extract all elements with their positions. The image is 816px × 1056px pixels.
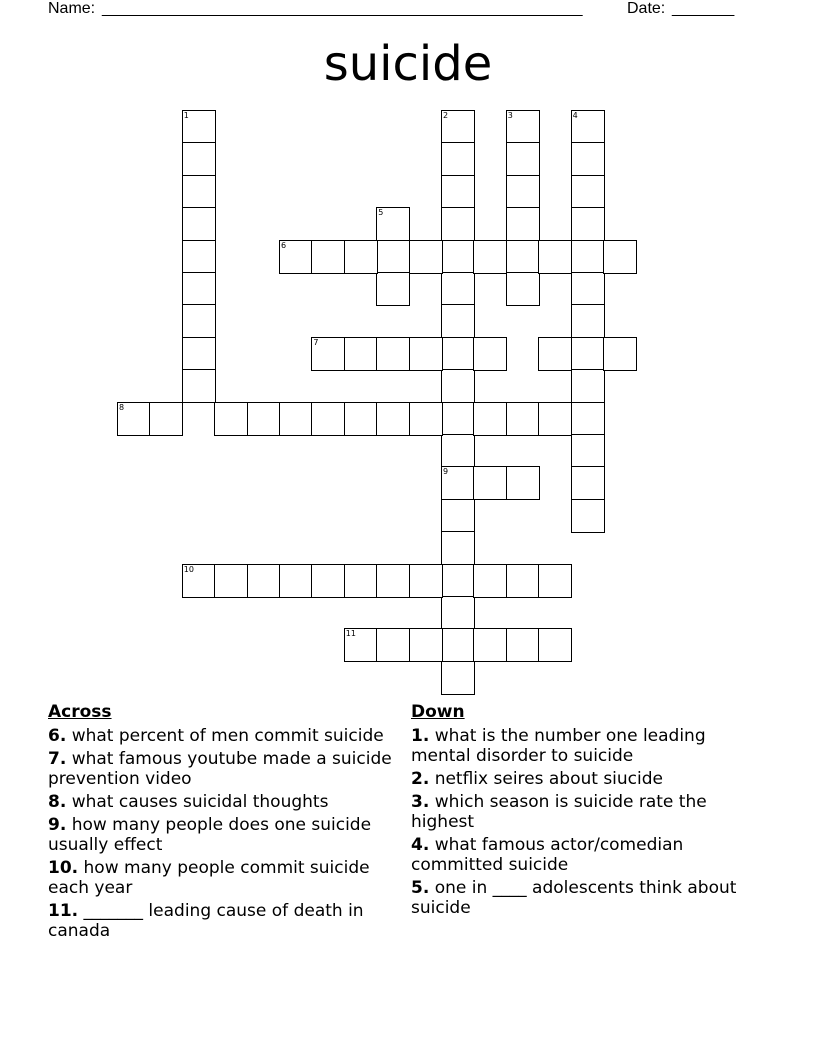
clue-text: what famous youtube made a suicide prevention video bbox=[48, 749, 392, 789]
grid-cell[interactable] bbox=[182, 304, 216, 338]
grid-cell[interactable] bbox=[571, 337, 605, 371]
grid-cell[interactable] bbox=[344, 564, 378, 598]
clue-number: 4 bbox=[572, 111, 578, 120]
grid-cell[interactable] bbox=[473, 402, 507, 436]
grid-cell[interactable] bbox=[182, 337, 216, 371]
grid-cell[interactable] bbox=[311, 240, 345, 274]
grid-cell[interactable] bbox=[538, 240, 572, 274]
grid-cell[interactable] bbox=[571, 499, 605, 533]
across-clue bbox=[48, 749, 398, 789]
down-clue bbox=[411, 792, 741, 832]
name-field[interactable]: ______________________________________________________ bbox=[102, 0, 583, 17]
grid-cell[interactable] bbox=[441, 531, 475, 565]
grid-cell[interactable] bbox=[344, 240, 378, 274]
grid-cell[interactable] bbox=[538, 564, 572, 598]
down-clue-list bbox=[411, 726, 741, 918]
grid-cell[interactable] bbox=[506, 142, 540, 176]
grid-cell[interactable] bbox=[441, 466, 475, 500]
grid-cell[interactable] bbox=[506, 175, 540, 209]
grid-cell[interactable] bbox=[506, 402, 540, 436]
clue-text: how many people commit suicide each year bbox=[48, 858, 370, 898]
grid-cell[interactable] bbox=[441, 304, 475, 338]
grid-cell[interactable] bbox=[409, 402, 443, 436]
grid-cell[interactable] bbox=[441, 628, 475, 662]
down-clue bbox=[411, 835, 741, 875]
clue-num: 11. bbox=[48, 901, 79, 921]
grid-cell[interactable] bbox=[441, 369, 475, 403]
across-clue bbox=[48, 901, 398, 941]
grid-cell[interactable] bbox=[571, 304, 605, 338]
clue-num: 4. bbox=[411, 835, 430, 855]
grid-cell[interactable] bbox=[441, 175, 475, 209]
clue-num: 10. bbox=[48, 858, 79, 878]
grid-cell[interactable] bbox=[571, 434, 605, 468]
grid-cell[interactable] bbox=[441, 596, 475, 630]
grid-cell[interactable] bbox=[506, 272, 540, 306]
across-clue bbox=[48, 726, 398, 746]
clue-text: netflix seires about siucide bbox=[434, 769, 663, 789]
clue-text: what is the number one leading mental disorder to suicide bbox=[411, 726, 706, 766]
clue-num: 9. bbox=[48, 815, 67, 835]
grid-cell[interactable] bbox=[311, 402, 345, 436]
grid-cell[interactable] bbox=[182, 142, 216, 176]
grid-cell[interactable] bbox=[441, 207, 475, 241]
grid-cell[interactable] bbox=[376, 240, 410, 274]
grid-cell[interactable] bbox=[571, 110, 605, 144]
grid-cell[interactable] bbox=[409, 628, 443, 662]
grid-cell[interactable] bbox=[247, 402, 281, 436]
grid-cell[interactable] bbox=[441, 499, 475, 533]
grid-cell[interactable] bbox=[441, 434, 475, 468]
clue-text: what famous actor/comedian committed suicide bbox=[411, 835, 684, 875]
grid-cell[interactable] bbox=[279, 564, 313, 598]
clue-text: what causes suicidal thoughts bbox=[71, 792, 329, 812]
grid-cell[interactable] bbox=[344, 628, 378, 662]
grid-cell[interactable] bbox=[603, 337, 637, 371]
clue-number: 11 bbox=[345, 629, 356, 639]
grid-cell[interactable] bbox=[182, 272, 216, 306]
grid-cell[interactable] bbox=[506, 628, 540, 662]
grid-cell[interactable] bbox=[538, 337, 572, 371]
across-heading: Across bbox=[48, 702, 112, 722]
grid-cell[interactable] bbox=[506, 207, 540, 241]
grid-cell[interactable] bbox=[473, 628, 507, 662]
grid-cell[interactable] bbox=[409, 240, 443, 274]
grid-cell[interactable] bbox=[344, 337, 378, 371]
grid-cell[interactable] bbox=[441, 661, 475, 695]
grid-cell[interactable] bbox=[279, 402, 313, 436]
grid-cell[interactable] bbox=[441, 564, 475, 598]
grid-cell[interactable] bbox=[506, 110, 540, 144]
grid-cell[interactable] bbox=[473, 466, 507, 500]
grid-cell[interactable] bbox=[571, 240, 605, 274]
grid-cell[interactable] bbox=[473, 240, 507, 274]
across-clue-list bbox=[48, 726, 398, 941]
grid-cell[interactable] bbox=[376, 272, 410, 306]
down-clue bbox=[411, 878, 741, 918]
down-heading: Down bbox=[411, 702, 465, 722]
grid-cell[interactable] bbox=[441, 402, 475, 436]
grid-cell[interactable] bbox=[376, 207, 410, 241]
grid-cell[interactable] bbox=[117, 402, 151, 436]
grid-cell[interactable] bbox=[376, 564, 410, 598]
across-clues bbox=[48, 702, 398, 944]
grid-cell[interactable] bbox=[214, 402, 248, 436]
grid-cell[interactable] bbox=[182, 175, 216, 209]
clue-number: 1 bbox=[183, 111, 189, 120]
grid-cell[interactable] bbox=[182, 564, 216, 598]
clue-text: how many people does one suicide usually effect bbox=[48, 815, 372, 855]
grid-cell[interactable] bbox=[571, 402, 605, 436]
clue-number: 7 bbox=[313, 337, 319, 347]
grid-cell[interactable] bbox=[571, 466, 605, 500]
clue-num: 5. bbox=[411, 878, 430, 898]
clue-text: _______ leading cause of death in canada bbox=[48, 901, 364, 941]
across-clue bbox=[48, 792, 398, 812]
grid-cell[interactable] bbox=[182, 207, 216, 241]
clue-number: 8 bbox=[119, 402, 125, 412]
grid-cell[interactable] bbox=[441, 272, 475, 306]
grid-cell[interactable] bbox=[182, 369, 216, 403]
clue-num: 2. bbox=[411, 769, 430, 789]
date-label: Date: bbox=[627, 0, 666, 17]
grid-cell[interactable] bbox=[441, 110, 475, 144]
clue-num: 7. bbox=[48, 749, 67, 769]
grid-cell[interactable] bbox=[311, 564, 345, 598]
across-clue bbox=[48, 815, 398, 855]
clue-text: one in ____ adolescents think about suicide bbox=[411, 878, 737, 918]
down-clue bbox=[411, 726, 741, 766]
grid-cell[interactable] bbox=[571, 369, 605, 403]
grid-cell[interactable] bbox=[538, 402, 572, 436]
grid-cell[interactable] bbox=[473, 337, 507, 371]
grid-cell[interactable] bbox=[376, 337, 410, 371]
clue-number: 10 bbox=[183, 564, 194, 574]
grid-cell[interactable] bbox=[506, 466, 540, 500]
grid-cell[interactable] bbox=[182, 110, 216, 144]
grid-cell[interactable] bbox=[441, 142, 475, 176]
grid-cell[interactable] bbox=[376, 402, 410, 436]
grid-cell[interactable] bbox=[571, 272, 605, 306]
down-clue bbox=[411, 769, 741, 789]
clue-num: 1. bbox=[411, 726, 430, 746]
grid-cell[interactable] bbox=[376, 628, 410, 662]
across-clue bbox=[48, 858, 398, 898]
grid-cell[interactable] bbox=[441, 240, 475, 274]
clue-number: 2 bbox=[443, 111, 449, 120]
grid-cell[interactable] bbox=[506, 564, 540, 598]
grid-cell[interactable] bbox=[247, 564, 281, 598]
clue-number: 9 bbox=[443, 467, 449, 477]
down-clues bbox=[411, 702, 741, 921]
grid-cell[interactable] bbox=[409, 564, 443, 598]
grid-cell[interactable] bbox=[279, 240, 313, 274]
clue-number: 3 bbox=[507, 111, 513, 120]
grid-cell[interactable] bbox=[571, 207, 605, 241]
grid-cell[interactable] bbox=[149, 402, 183, 436]
grid-cell[interactable] bbox=[571, 175, 605, 209]
page-title: suicide bbox=[323, 36, 493, 92]
grid-cell[interactable] bbox=[344, 402, 378, 436]
grid-cell[interactable] bbox=[538, 628, 572, 662]
clue-num: 3. bbox=[411, 792, 430, 812]
clue-number: 6 bbox=[281, 240, 287, 250]
clue-text: what percent of men commit suicide bbox=[71, 726, 384, 746]
grid-cell[interactable] bbox=[311, 337, 345, 371]
grid-cell[interactable] bbox=[441, 337, 475, 371]
grid-cell[interactable] bbox=[409, 337, 443, 371]
clue-text: which season is suicide rate the highest bbox=[411, 792, 707, 832]
name-label: Name: bbox=[48, 0, 96, 17]
grid-cell[interactable] bbox=[506, 240, 540, 274]
grid-cell[interactable] bbox=[214, 564, 248, 598]
clue-num: 6. bbox=[48, 726, 67, 746]
clue-num: 8. bbox=[48, 792, 67, 812]
grid-cell[interactable] bbox=[182, 240, 216, 274]
clue-number: 5 bbox=[378, 208, 384, 218]
grid-cell[interactable] bbox=[473, 564, 507, 598]
grid-cell[interactable] bbox=[603, 240, 637, 274]
grid-cell[interactable] bbox=[571, 142, 605, 176]
date-field[interactable]: _______ bbox=[672, 0, 735, 17]
